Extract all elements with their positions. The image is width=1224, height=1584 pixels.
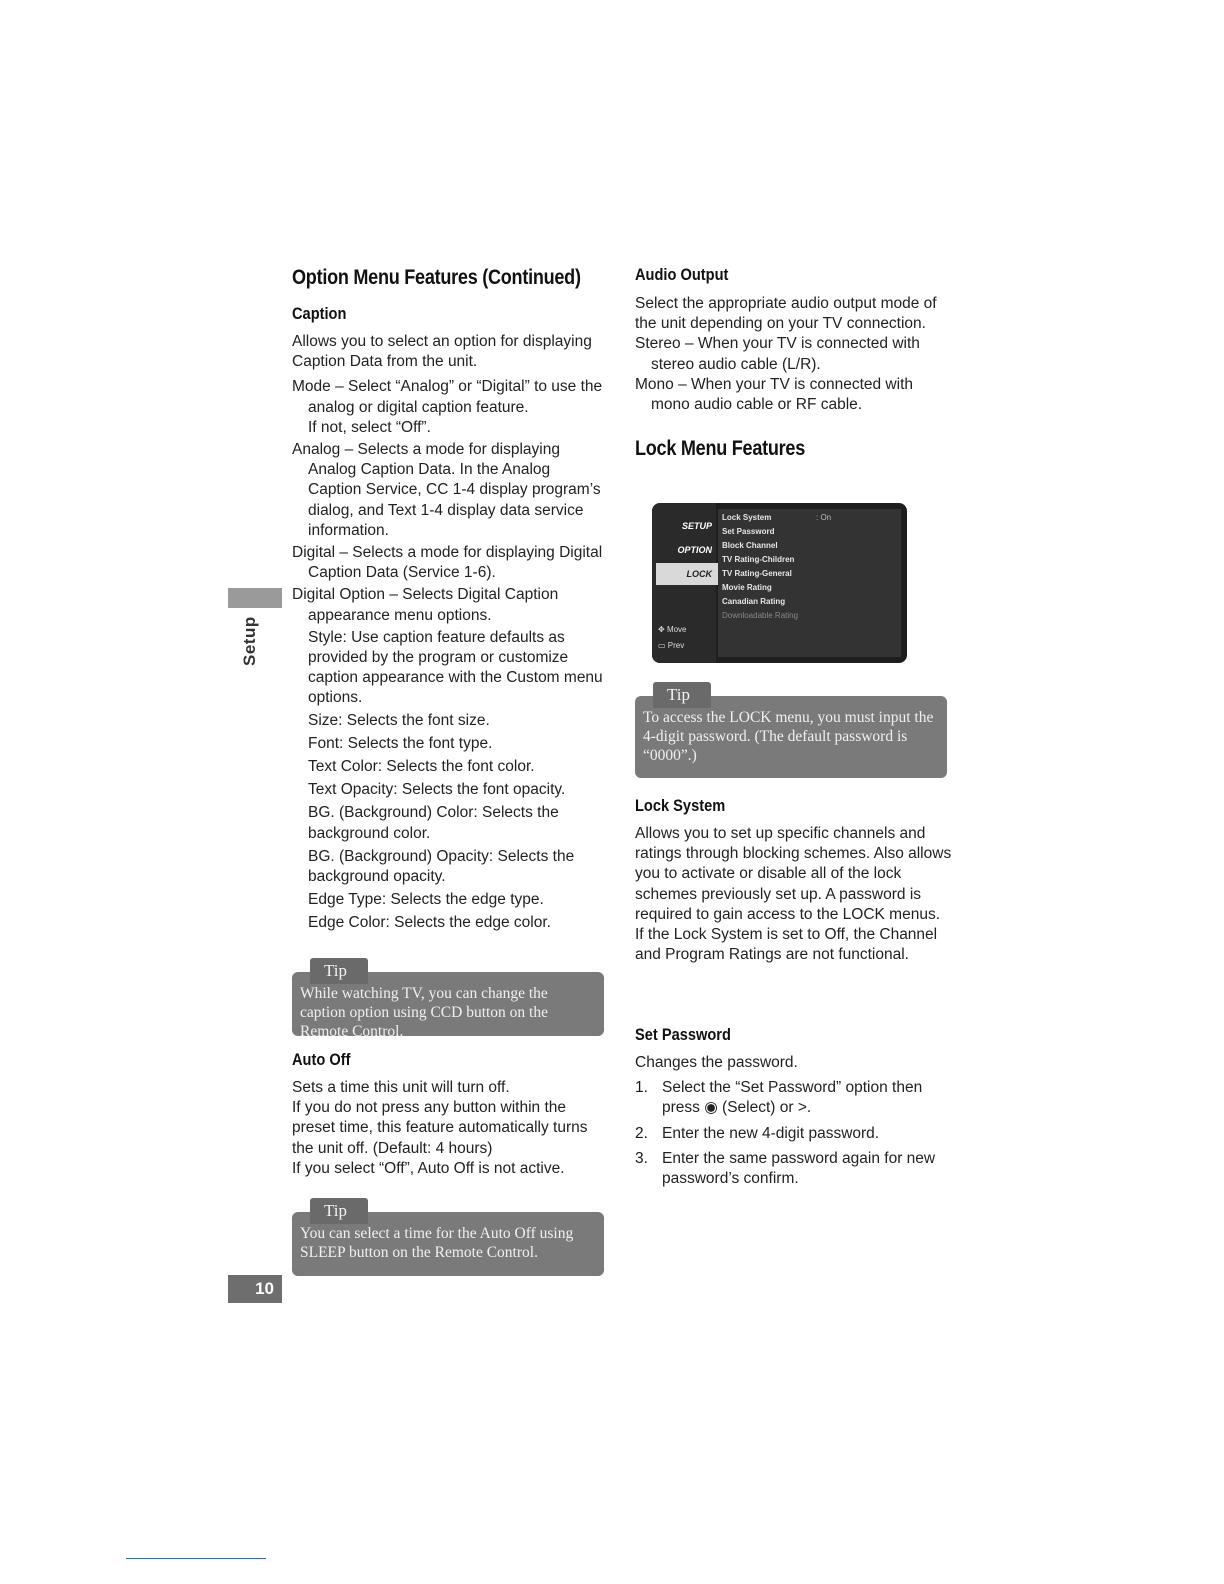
caption-size: Size: Selects the font size.: [308, 711, 490, 729]
page-number-box: [228, 1275, 282, 1303]
caption-bg-opacity: BG. (Background) Opacity: Selects the background opacity.: [308, 847, 575, 886]
lock-system-p2: If the Lock System is set to Off, the Channel and Program Ratings are not functional.: [635, 926, 938, 964]
section-title-lock-menu: Lock Menu Features: [635, 437, 805, 461]
caption-text-color: Text Color: Selects the font color.: [308, 758, 535, 776]
lock-system-section: [635, 795, 955, 965]
caption-mode: Mode – Select “Analog” or “Digital” to use the analog or digital caption feature.: [292, 378, 603, 416]
side-tab-label: Setup: [240, 616, 259, 666]
menu-tab-column: [652, 503, 716, 663]
menu-item: Movie Rating: [722, 583, 772, 592]
side-tab-marker: [228, 588, 282, 608]
tip-box-auto-off: [292, 1198, 604, 1276]
set-password-step: Enter the new 4-digit password.: [662, 1124, 880, 1142]
audio-output-intro: Select the appropriate audio output mode of the unit depending on your TV connection.: [635, 295, 937, 333]
right-column: [635, 264, 955, 463]
menu-tab-lock: LOCK: [656, 563, 718, 585]
list-item: 1. Select the “Set Password” option then press ◉ (Select) or >.: [635, 1078, 955, 1118]
audio-output-stereo: Stereo – When your TV is connected with stereo audio cable (L/R).: [635, 335, 920, 373]
tip-text: To access the LOCK menu, you must input the 4-digit password. (The default password is “0000”.): [635, 696, 947, 778]
caption-intro: Allows you to select an option for displaying Caption Data from the unit.: [292, 333, 592, 371]
auto-off-line2: If you do not press any button within the preset time, this feature automatically turns the unit off. (Default: 4 hours): [292, 1099, 588, 1157]
menu-tab-setup: SETUP: [681, 521, 712, 531]
lock-system-heading: Lock System: [635, 796, 726, 815]
audio-output-mono: Mono – When your TV is connected with mono audio cable or RF cable.: [635, 375, 913, 414]
tip-box-caption: [292, 958, 604, 1040]
menu-item: Downloadable Rating: [722, 611, 799, 620]
menu-tab-option: OPTION: [677, 545, 712, 555]
caption-font: Font: Selects the font type.: [308, 734, 493, 752]
menu-item: Set Password: [722, 527, 775, 536]
menu-item-value: : On: [816, 513, 832, 522]
menu-item-list: [718, 509, 901, 657]
section-title-option-menu: Option Menu Features (Continued): [292, 266, 581, 289]
set-password-heading: Set Password: [635, 1025, 731, 1044]
tip-label: Tip: [653, 682, 711, 708]
tip-label: Tip: [310, 958, 368, 984]
caption-digital-option: Digital Option – Selects Digital Caption appearance menu options.: [292, 586, 559, 624]
caption-analog: Analog – Selects a mode for displaying Analog Caption Data. In the Analog Caption Service, CC 1-4 display program’s dialog, and Text 1-4 display data service information.: [292, 441, 601, 539]
menu-item: TV Rating-Children: [722, 555, 795, 564]
set-password-section: [635, 1024, 955, 1189]
menu-item: TV Rating-General: [722, 569, 792, 578]
auto-off-line1: Sets a time this unit will turn off.: [292, 1079, 510, 1096]
menu-item: Lock System: [722, 513, 772, 522]
menu-hint-move: ✥ Move: [658, 625, 687, 634]
lock-menu-screenshot: [652, 503, 907, 663]
footer-rule: [126, 1558, 266, 1559]
tip-label: Tip: [310, 1198, 368, 1224]
auto-off-heading: Auto Off: [292, 1050, 351, 1069]
tip-text: You can select a time for the Auto Off using SLEEP button on the Remote Control.: [292, 1212, 604, 1276]
menu-item: Canadian Rating: [722, 597, 786, 606]
caption-bg-color: BG. (Background) Color: Selects the background color.: [308, 804, 559, 842]
set-password-step: Enter the same password again for new password’s confirm.: [662, 1149, 936, 1188]
caption-style: Style: Use caption feature defaults as provided by the program or customize caption appearance with the Custom menu options.: [308, 628, 603, 707]
caption-heading: Caption: [292, 304, 347, 323]
menu-item: Block Channel: [722, 541, 778, 550]
set-password-step: Select the “Set Password” option then press ◉ (Select) or >.: [662, 1079, 923, 1117]
left-column: [292, 264, 607, 934]
list-item: 3. Enter the same password again for new password’s confirm.: [635, 1149, 955, 1189]
caption-edge-color: Edge Color: Selects the edge color.: [308, 914, 551, 932]
list-item: 2. Enter the new 4-digit password.: [635, 1124, 955, 1144]
menu-hint-prev: ▭ Prev: [658, 641, 685, 650]
lock-system-p1: Allows you to set up specific channels and ratings through blocking schemes. Also allows you to activate or disable all of the lock schemes previously set up. A password is required to gain access to the LOCK menus.: [635, 825, 952, 923]
page-number: 10: [255, 1279, 274, 1298]
caption-text-opacity: Text Opacity: Selects the font opacity.: [308, 781, 566, 799]
caption-edge-type: Edge Type: Selects the edge type.: [308, 891, 544, 909]
caption-mode-off: If not, select “Off”.: [308, 418, 431, 436]
auto-off-section: [292, 1049, 607, 1179]
caption-digital: Digital – Selects a mode for displaying Digital Caption Data (Service 1-6).: [292, 544, 603, 582]
audio-output-heading: Audio Output: [635, 265, 729, 284]
auto-off-line3: If you select “Off”, Auto Off is not active.: [292, 1159, 565, 1177]
tip-box-lock: [635, 682, 947, 778]
tip-text: While watching TV, you can change the caption option using CCD button on the Remote Control.: [292, 972, 604, 1036]
set-password-intro: Changes the password.: [635, 1054, 798, 1071]
